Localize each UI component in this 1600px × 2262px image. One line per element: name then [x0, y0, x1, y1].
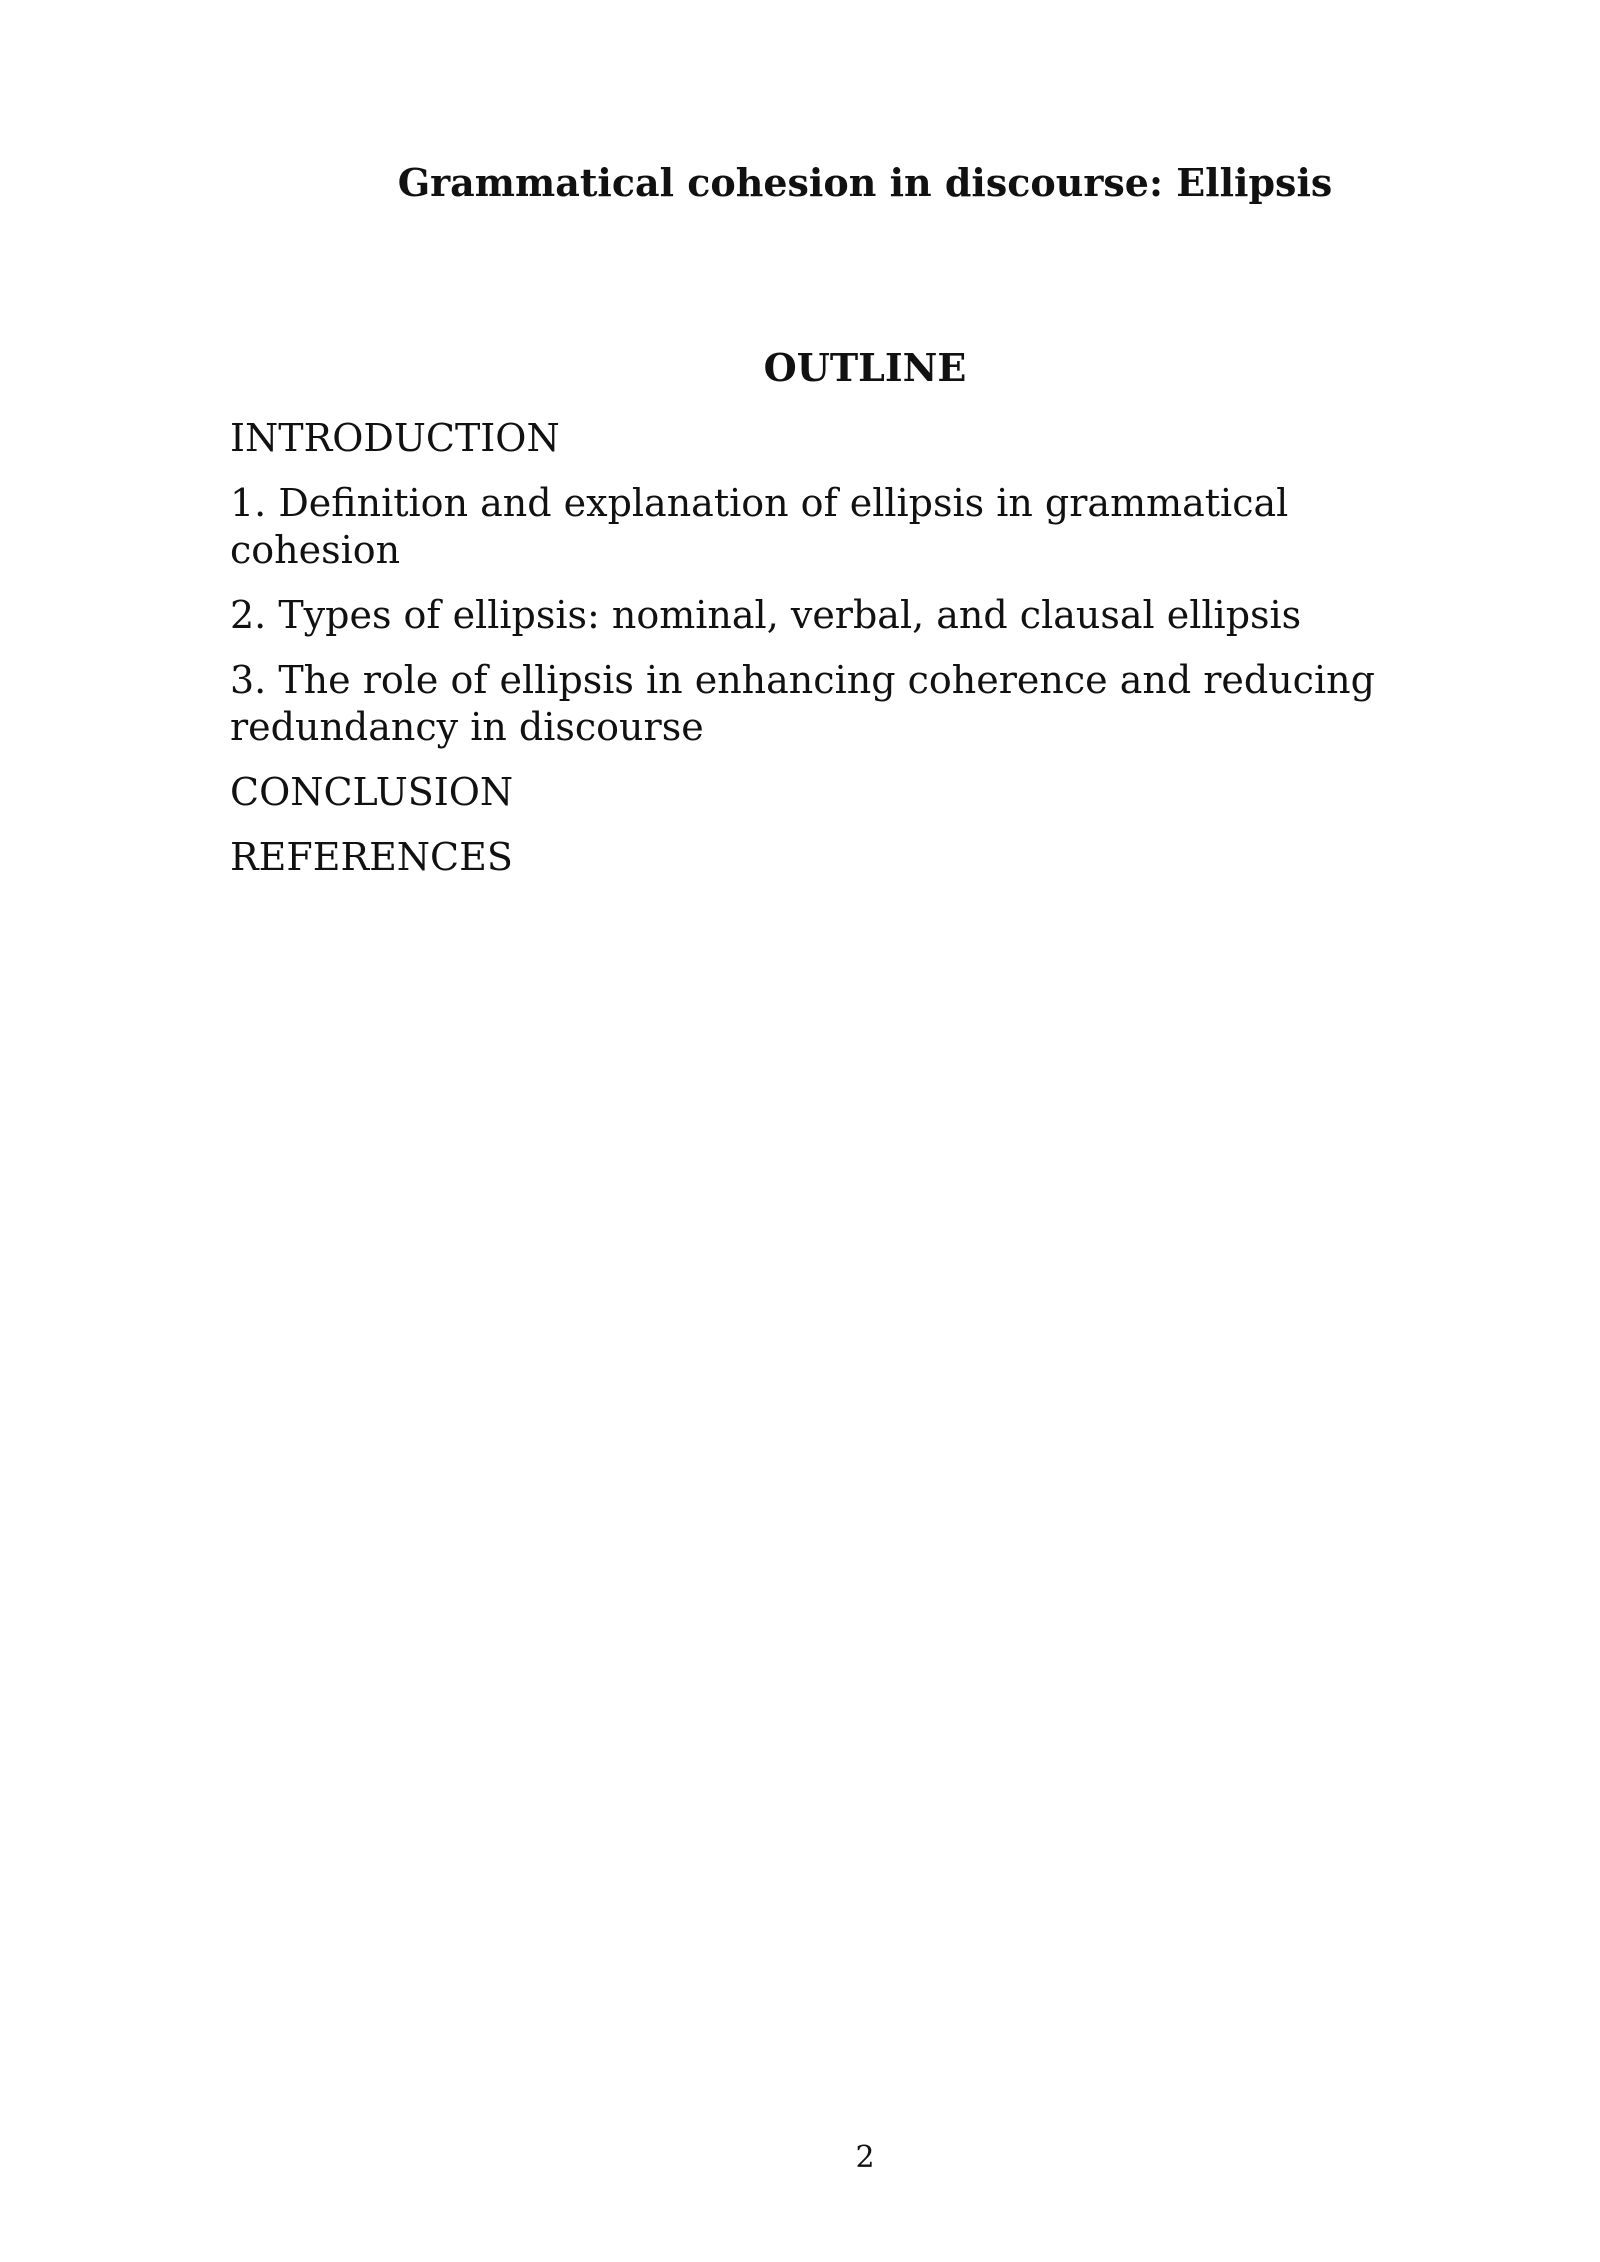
outline-item-conclusion: CONCLUSION	[230, 770, 514, 814]
outline-item-references: REFERENCES	[230, 835, 513, 879]
outline-item-2: 2. Types of ellipsis: nominal, verbal, and clausal ellipsis	[230, 593, 1302, 637]
outline-list	[230, 415, 1470, 899]
outline-item-1: 1. Definition and explanation of ellipsis in grammatical cohesion	[230, 481, 1289, 572]
page-number: 2	[855, 2140, 875, 2175]
document-title: Grammatical cohesion in discourse: Ellipsis	[397, 160, 1333, 205]
outline-heading: OUTLINE	[763, 345, 967, 390]
outline-item-3: 3. The role of ellipsis in enhancing coherence and reducing redundancy in discourse	[230, 658, 1375, 749]
outline-item-introduction: INTRODUCTION	[230, 416, 560, 460]
